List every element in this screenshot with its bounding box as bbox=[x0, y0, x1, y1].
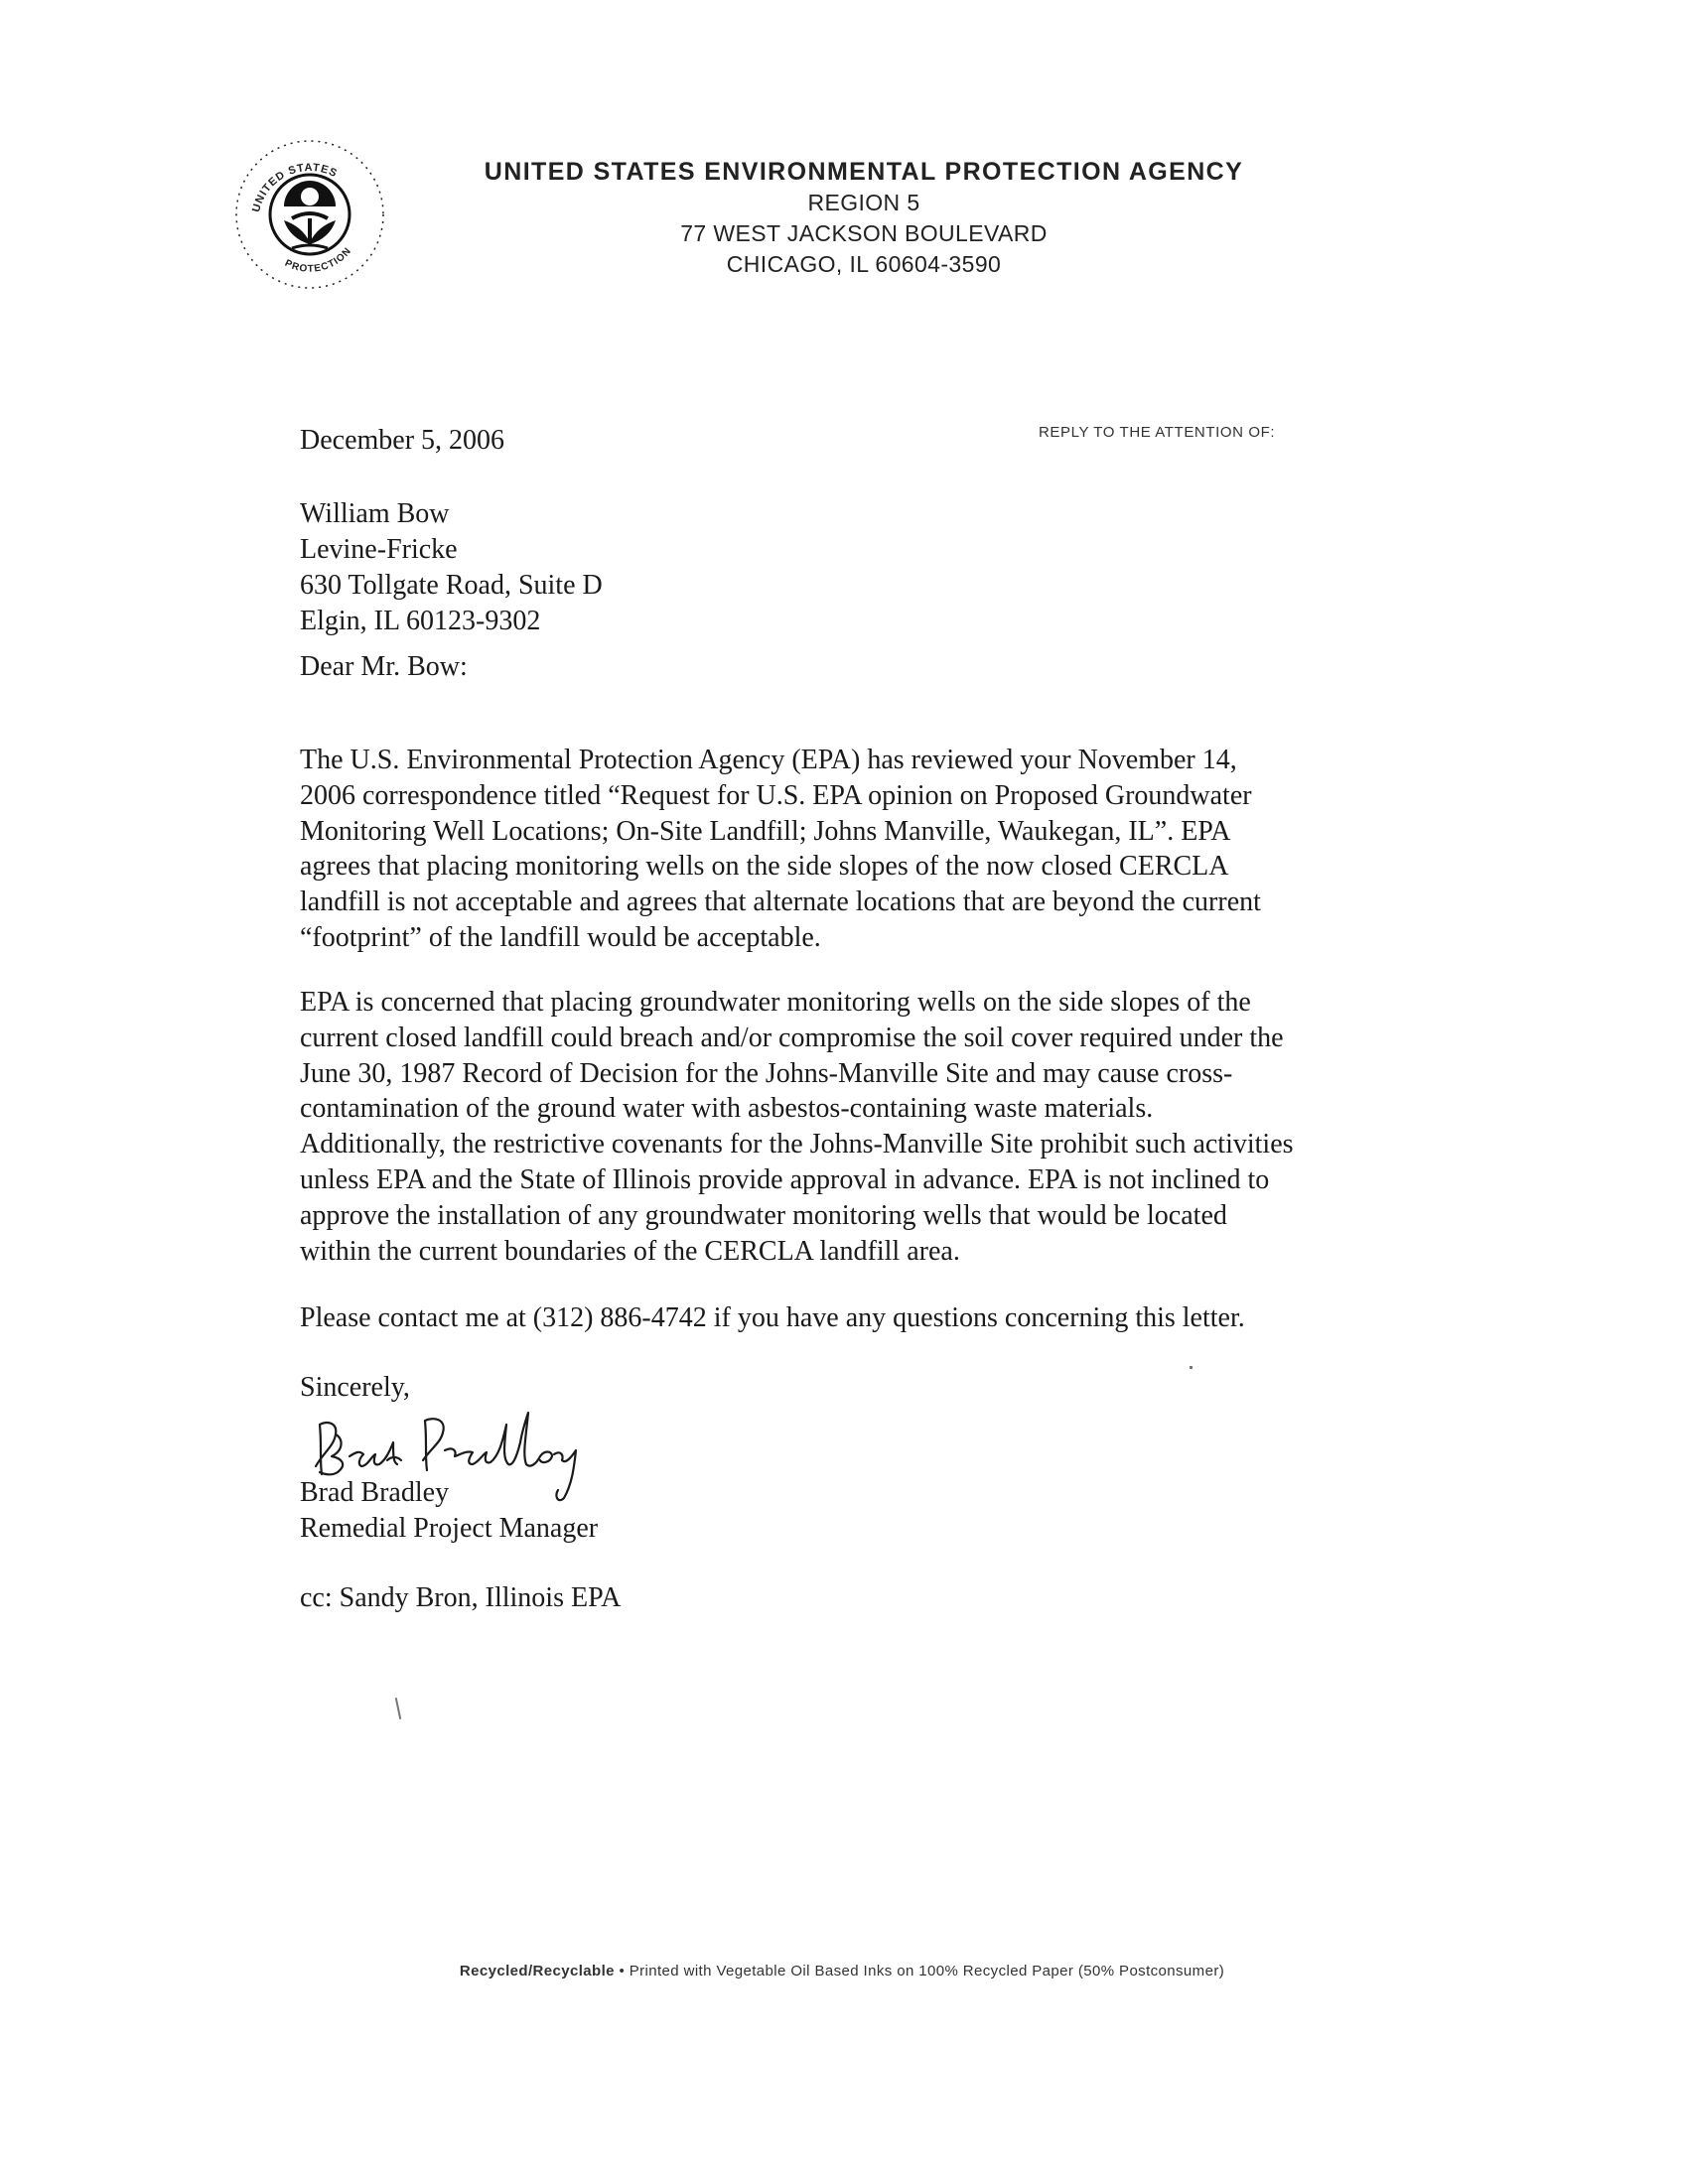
salutation: Dear Mr. Bow: bbox=[300, 651, 468, 682]
letter-date: December 5, 2006 bbox=[300, 425, 505, 456]
recipient-name: William Bow bbox=[300, 498, 450, 529]
reply-to-label: REPLY TO THE ATTENTION OF: bbox=[1039, 424, 1276, 441]
text-line: within the current boundaries of the CERCLA landfill area. bbox=[300, 1235, 960, 1267]
text-line: Monitoring Well Locations; On-Site Landfill; Johns Manville, Waukegan, IL”. EPA bbox=[300, 815, 1231, 847]
footer-bullet: • bbox=[614, 1963, 630, 1979]
agency-region: REGION 5 bbox=[807, 190, 920, 215]
text-line: June 30, 1987 Record of Decision for the Johns-Manville Site and may cause cross- bbox=[300, 1057, 1233, 1089]
epa-seal-logo bbox=[230, 135, 389, 294]
svg-text:PROTECTION: PROTECTION bbox=[282, 245, 354, 275]
signer-block bbox=[300, 1475, 598, 1547]
agency-address-block bbox=[467, 156, 1261, 280]
recipient-address bbox=[300, 496, 603, 639]
svg-text:UNITED STATES: UNITED STATES bbox=[250, 161, 340, 214]
cc-line: cc: Sandy Bron, Illinois EPA bbox=[300, 1582, 622, 1613]
text-line: unless EPA and the State of Illinois provide approval in advance. EPA is not inclined to bbox=[300, 1163, 1270, 1195]
text-line: Additionally, the restrictive covenants for the Johns-Manville Site prohibit such activities bbox=[300, 1129, 1294, 1160]
agency-city: CHICAGO, IL 60604-3590 bbox=[726, 251, 1002, 277]
recipient-company: Levine-Fricke bbox=[300, 534, 458, 565]
text-line: contamination of the ground water with asbestos-containing waste materials. bbox=[300, 1093, 1154, 1125]
body-paragraph-1 bbox=[300, 743, 1420, 956]
scan-mark bbox=[395, 1698, 402, 1719]
body-paragraph-2 bbox=[300, 985, 1420, 1269]
footer-note: Printed with Vegetable Oil Based Inks on 100% Recycled Paper (50% Postconsumer) bbox=[629, 1963, 1225, 1979]
footer-recycled-label: Recycled/Recyclable bbox=[459, 1963, 615, 1979]
signer-title: Remedial Project Manager bbox=[300, 1513, 599, 1544]
text-line: agrees that placing monitoring wells on the side slopes of the now closed CERCLA bbox=[300, 851, 1229, 883]
signer-name: Brad Bradley bbox=[300, 1477, 450, 1508]
text-line: “footprint” of the landfill would be acceptable. bbox=[300, 921, 821, 953]
recycled-paper-footer bbox=[0, 1963, 1684, 1979]
recipient-street: 630 Tollgate Road, Suite D bbox=[300, 570, 603, 601]
agency-name: UNITED STATES ENVIRONMENTAL PROTECTION AGENCY bbox=[484, 158, 1244, 186]
scan-mark bbox=[1190, 1366, 1193, 1369]
text-line: landfill is not acceptable and agrees that alternate locations that are beyond the current bbox=[300, 887, 1261, 918]
recipient-city: Elgin, IL 60123-9302 bbox=[300, 606, 541, 636]
text-line: The U.S. Environmental Protection Agency (EPA) has reviewed your November 14, bbox=[300, 745, 1237, 775]
text-line: approve the installation of any groundwater monitoring wells that would be located bbox=[300, 1199, 1227, 1231]
valediction: Sincerely, bbox=[300, 1372, 410, 1403]
text-line: 2006 correspondence titled “Request for U.S. EPA opinion on Proposed Groundwater bbox=[300, 779, 1252, 811]
epa-seal-icon bbox=[230, 135, 389, 294]
agency-street: 77 WEST JACKSON BOULEVARD bbox=[680, 220, 1048, 246]
text-line: current closed landfill could breach and/or compromise the soil cover required under the bbox=[300, 1022, 1284, 1053]
text-line: EPA is concerned that placing groundwater monitoring wells on the side slopes of the bbox=[300, 987, 1251, 1018]
body-paragraph-3 bbox=[300, 1300, 1420, 1336]
text-line: Please contact me at (312) 886-4742 if you have any questions concerning this letter. bbox=[300, 1302, 1245, 1333]
